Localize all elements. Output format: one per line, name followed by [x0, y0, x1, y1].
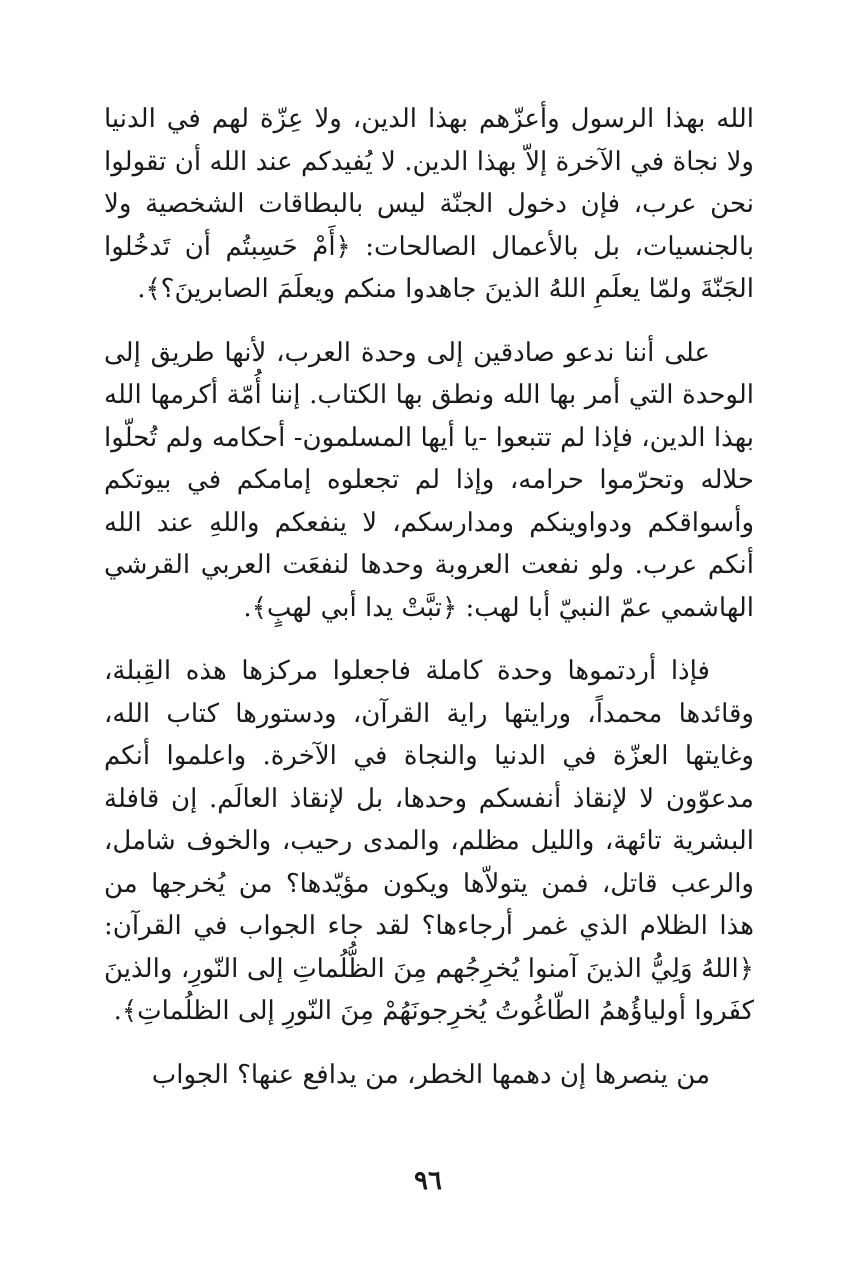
page-body [104, 98, 754, 1096]
page-number: ٩٦ [414, 1166, 442, 1196]
paragraph-4: من ينصرها إن دهمها الخطر، من يدافع عنها؟ الجواب [151, 1059, 710, 1090]
paragraph-3: فإذا أردتموها وحدة كاملة فاجعلوا مركزها هذه القِبلة، وقائدها محمداً، ورايتها راية القرآن، ودستورها كتاب الله، وغايتها العزّة في الدنيا والنجاة في الآخرة. واعلموا أنكم مدعوّون لا لإنقاذ أنفسكم وحدها، بل لإنقاذ العالَم. إن قافلة البشرية تائهة، والليل مظلم، والمدى رحيب، والخوف شامل، والرعب قاتل، فمن يتولاّها ويكون مؤيّدها؟ من يُخرجها من هذا الظلام الذي غمر أرجاءها؟ لقد جاء الجواب في القرآن: ﴿اللهُ وَلِيُّ الذينَ آمنوا يُخرِجُهم مِنَ الظُّلُماتِ إلى النّورِ، والذينَ كفَروا أولياؤُهمُ الطّاغُوتُ يُخرِجونَهُمْ مِنَ النّورِ إلى الظلُماتِ﴾. [104, 656, 754, 1026]
paragraph-2: على أننا ندعو صادقين إلى وحدة العرب، لأنها طريق إلى الوحدة التي أمر بها الله ونطق بها الكتاب. إننا أُمّة أكرمها الله بهذا الدين، فإذا لم تتبعوا -يا أيها المسلمون- أحكامه ولم تُحلّوا حلاله وتحرّموا حرامه، وإذا لم تجعلوه إمامكم في بيوتكم وأسواقكم ودواوينكم ومدارسكم، لا ينفعكم واللهِ عند الله أنكم عرب. ولو نفعت العروبة وحدها لنفعَت العربي القرشي الهاشمي عمّ النبيّ أبا لهب: ﴿تبَّتْ يدا أبي لهبٍ﴾. [104, 337, 754, 623]
paragraph-1: الله بهذا الرسول وأعزّهم بهذا الدين، ولا عِزّة لهم في الدنيا ولا نجاة في الآخرة إلاّ بهذا الدين. لا يُفيدكم عند الله أن تقولوا نحن عرب، فإن دخول الجنّة ليس بالبطاقات الشخصية ولا بالجنسيات، بل بالأعمال الصالحات: ﴿أَمْ حَسِبتُم أن تَدخُلوا الجَنّةَ ولمّا يعلَمِ اللهُ الذينَ جاهدوا منكم ويعلَمَ الصابرينَ؟﴾. [104, 104, 754, 304]
